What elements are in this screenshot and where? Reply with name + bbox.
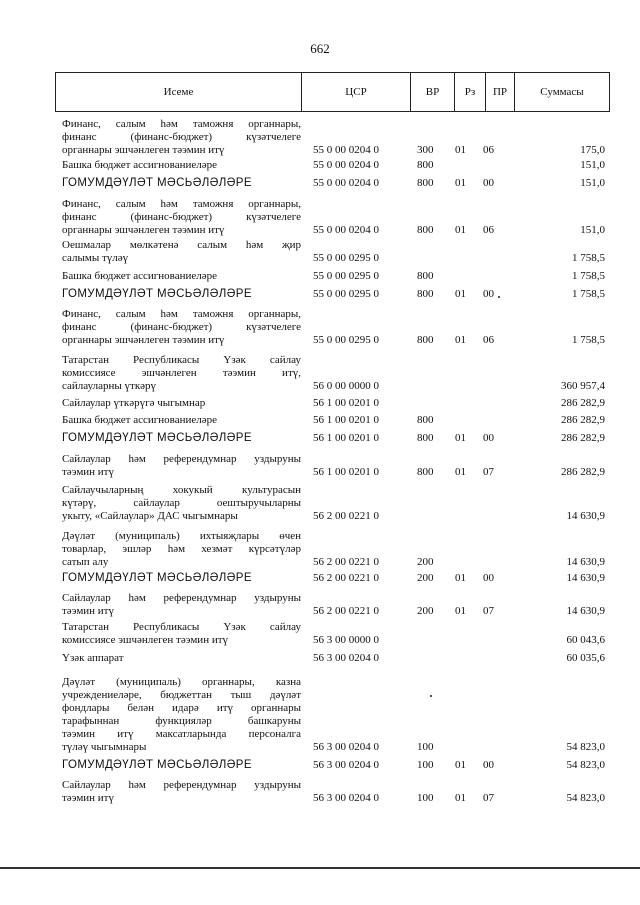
row-name-line: ГОМУМДӘҮЛӘТ МӘСЬӘЛӘЛӘРЕ: [62, 759, 252, 771]
row-csr: 56 1 00 0201 0: [313, 397, 379, 409]
row-csr: 56 2 00 0221 0: [313, 556, 379, 568]
row-sum: 360 957,4: [561, 380, 605, 392]
row-name-line: күтәрү, сайлаулар оештыручыларны: [62, 497, 301, 509]
row-name-line: Башка бюджет ассигнованиеләре: [62, 414, 217, 426]
row-sum: 286 282,9: [561, 397, 605, 409]
row-sum: 14 630,9: [566, 510, 605, 522]
row-pr: 00: [483, 432, 494, 444]
row-sum: 60 043,6: [566, 634, 605, 646]
row-name-line: Финанс, салым һәм таможня органнары,: [62, 308, 301, 320]
row-name-line: финанс (финанс-бюджет) күзәтчелеге: [62, 131, 301, 143]
row-name-line: тарафыннан функцияләр башкаруны: [62, 715, 301, 727]
row-csr: 56 2 00 0221 0: [313, 510, 379, 522]
row-vr: 800: [417, 288, 434, 300]
scan-speck: [430, 695, 432, 697]
row-vr: 100: [417, 741, 434, 753]
row-name-line: Татарстан Республикасы Үзәк сайлау: [62, 354, 301, 366]
row-name-line: Үзәк аппарат: [62, 652, 124, 664]
row-name-line: Сайлаучыларның хокукый культурасын: [62, 484, 301, 496]
row-csr: 56 2 00 0221 0: [313, 572, 379, 584]
row-csr: 56 1 00 0201 0: [313, 414, 379, 426]
row-name-line: тәэмин итү максатларында персоналга: [62, 728, 301, 740]
row-pr: 06: [483, 334, 494, 346]
row-vr: 100: [417, 792, 434, 804]
row-name-line: учреждениеләре, бюджеттан тыш дәүләт: [62, 689, 301, 701]
row-vr: 800: [417, 177, 434, 189]
row-name-line: ГОМУМДӘҮЛӘТ МӘСЬӘЛӘЛӘРЕ: [62, 177, 252, 189]
row-csr: 55 0 00 0204 0: [313, 177, 379, 189]
row-vr: 100: [417, 759, 434, 771]
row-name-line: органнары эшчәнлеген тәэмин итү: [62, 334, 225, 346]
row-csr: 55 0 00 0295 0: [313, 252, 379, 264]
row-name-line: Татарстан Республикасы Үзәк сайлау: [62, 621, 301, 633]
row-vr: 800: [417, 270, 434, 282]
row-sum: 151,0: [580, 159, 605, 171]
row-rz: 01: [455, 144, 466, 156]
row-name-line: ГОМУМДӘҮЛӘТ МӘСЬӘЛӘЛӘРЕ: [62, 572, 252, 584]
row-vr: 200: [417, 605, 434, 617]
row-sum: 54 823,0: [566, 792, 605, 804]
row-sum: 1 758,5: [572, 288, 605, 300]
row-name-line: Финанс, салым һәм таможня органнары,: [62, 118, 301, 130]
row-rz: 01: [455, 466, 466, 478]
row-name-line: салымы түләү: [62, 252, 129, 264]
row-rz: 01: [455, 572, 466, 584]
header-name: Исеме: [56, 73, 302, 112]
row-sum: 1 758,5: [572, 334, 605, 346]
row-vr: 200: [417, 556, 434, 568]
row-sum: 14 630,9: [566, 572, 605, 584]
row-csr: 55 0 00 0204 0: [313, 144, 379, 156]
row-csr: 56 3 00 0204 0: [313, 741, 379, 753]
row-sum: 1 758,5: [572, 270, 605, 282]
row-pr: 07: [483, 466, 494, 478]
row-vr: 300: [417, 144, 434, 156]
row-csr: 56 2 00 0221 0: [313, 605, 379, 617]
row-pr: 00: [483, 288, 494, 300]
scan-edge-rule: [0, 867, 640, 869]
row-sum: 286 282,9: [561, 432, 605, 444]
row-pr: 06: [483, 144, 494, 156]
row-name-line: Оешмалар мөлкәтенә салым һәм җир: [62, 239, 301, 251]
row-vr: 800: [417, 159, 434, 171]
row-sum: 1 758,5: [572, 252, 605, 264]
row-name: [62, 779, 301, 805]
row-sum: 54 823,0: [566, 759, 605, 771]
row-name-line: Дәүләт (муниципаль) органнары, казна: [62, 676, 301, 688]
page-number: 662: [310, 41, 330, 56]
row-sum: 175,0: [580, 144, 605, 156]
row-vr: 800: [417, 334, 434, 346]
row-csr: 56 0 00 0000 0: [313, 380, 379, 392]
row-name-line: Сайлаулар һәм референдумнар уздыруны: [62, 779, 301, 791]
row-name-line: Башка бюджет ассигнованиеләре: [62, 159, 217, 171]
row-csr: 55 0 00 0295 0: [313, 288, 379, 300]
header-pr: ПР: [486, 73, 515, 112]
row-csr: 56 1 00 0201 0: [313, 466, 379, 478]
row-csr: 56 3 00 0204 0: [313, 652, 379, 664]
row-rz: 01: [455, 432, 466, 444]
row-vr: 200: [417, 572, 434, 584]
row-csr: 55 0 00 0295 0: [313, 334, 379, 346]
row-sum: 286 282,9: [561, 414, 605, 426]
row-pr: 00: [483, 572, 494, 584]
row-name-line: укыту, «Сайлаулар» ДАС чыгымнары: [62, 510, 238, 522]
row-csr: 56 3 00 0204 0: [313, 759, 379, 771]
row-rz: 01: [455, 288, 466, 300]
row-csr: 55 0 00 0204 0: [313, 159, 379, 171]
row-rz: 01: [455, 605, 466, 617]
row-rz: 01: [455, 792, 466, 804]
row-pr: 07: [483, 792, 494, 804]
row-name-line: тәэмин итү: [62, 792, 114, 804]
row-rz: 01: [455, 177, 466, 189]
header-sum: Суммасы: [515, 73, 610, 112]
row-csr: 55 0 00 0295 0: [313, 270, 379, 282]
row-name-line: органнары эшчәнлеген тәэмин итү: [62, 144, 225, 156]
row-vr: 800: [417, 466, 434, 478]
row-name-line: ГОМУМДӘҮЛӘТ МӘСЬӘЛӘЛӘРЕ: [62, 432, 252, 444]
row-name-line: ГОМУМДӘҮЛӘТ МӘСЬӘЛӘЛӘРЕ: [62, 288, 252, 300]
row-rz: 01: [455, 334, 466, 346]
row-name-line: Сайлаулар һәм референдумнар уздыруны: [62, 453, 301, 465]
row-name-line: Сайлаулар һәм референдумнар уздыруны: [62, 592, 301, 604]
row-vr: 800: [417, 414, 434, 426]
row-name-line: органнары эшчәнлеген тәэмин итү: [62, 224, 225, 236]
scan-speck: [498, 296, 500, 298]
row-pr: 00: [483, 177, 494, 189]
row-name-line: түләү чыгымнары: [62, 741, 147, 753]
row-name-line: тәэмин итү: [62, 605, 114, 617]
row-name-line: фондлары белән идарә итү органнары: [62, 702, 301, 714]
row-pr: 06: [483, 224, 494, 236]
row-csr: 56 3 00 0204 0: [313, 792, 379, 804]
row-sum: 14 630,9: [566, 556, 605, 568]
row-name-line: сатып алу: [62, 556, 109, 568]
row-rz: 01: [455, 224, 466, 236]
row-name-line: тәэмин итү: [62, 466, 114, 478]
row-csr: 56 1 00 0201 0: [313, 432, 379, 444]
row-name-line: товарлар, эшләр һәм хезмәт күрсәтүләр: [62, 543, 301, 555]
header-csr: ЦСР: [302, 73, 411, 112]
row-sum: 286 282,9: [561, 466, 605, 478]
row-sum: 151,0: [580, 224, 605, 236]
row-vr: 800: [417, 224, 434, 236]
row-sum: 60 035,6: [566, 652, 605, 664]
row-name-line: комиссиясе эшчәнлеген тәэмин итү,: [62, 367, 301, 379]
row-name-line: Сайлаулар үткәрүгә чыгымнар: [62, 397, 206, 409]
row-name-line: финанс (финанс-бюджет) күзәтчелеге: [62, 321, 301, 333]
row-name-line: Дәүләт (муниципаль) ихтыяҗлары өчен: [62, 530, 301, 542]
row-name-line: Финанс, салым һәм таможня органнары,: [62, 198, 301, 210]
row-pr: 00: [483, 759, 494, 771]
row-csr: 56 3 00 0000 0: [313, 634, 379, 646]
row-sum: 14 630,9: [566, 605, 605, 617]
row-sum: 151,0: [580, 177, 605, 189]
row-pr: 07: [483, 605, 494, 617]
header-rz: Рз: [455, 73, 486, 112]
header-vr: ВР: [411, 73, 455, 112]
row-name-line: сайлауларны үткәрү: [62, 380, 157, 392]
row-name-line: комиссиясе эшчәнлеген тәэмин итү: [62, 634, 229, 646]
row-sum: 54 823,0: [566, 741, 605, 753]
row-vr: 800: [417, 432, 434, 444]
row-csr: 55 0 00 0204 0: [313, 224, 379, 236]
row-name-line: финанс (финанс-бюджет) күзәтчелеге: [62, 211, 301, 223]
row-name-line: Башка бюджет ассигнованиеләре: [62, 270, 217, 282]
row-rz: 01: [455, 759, 466, 771]
